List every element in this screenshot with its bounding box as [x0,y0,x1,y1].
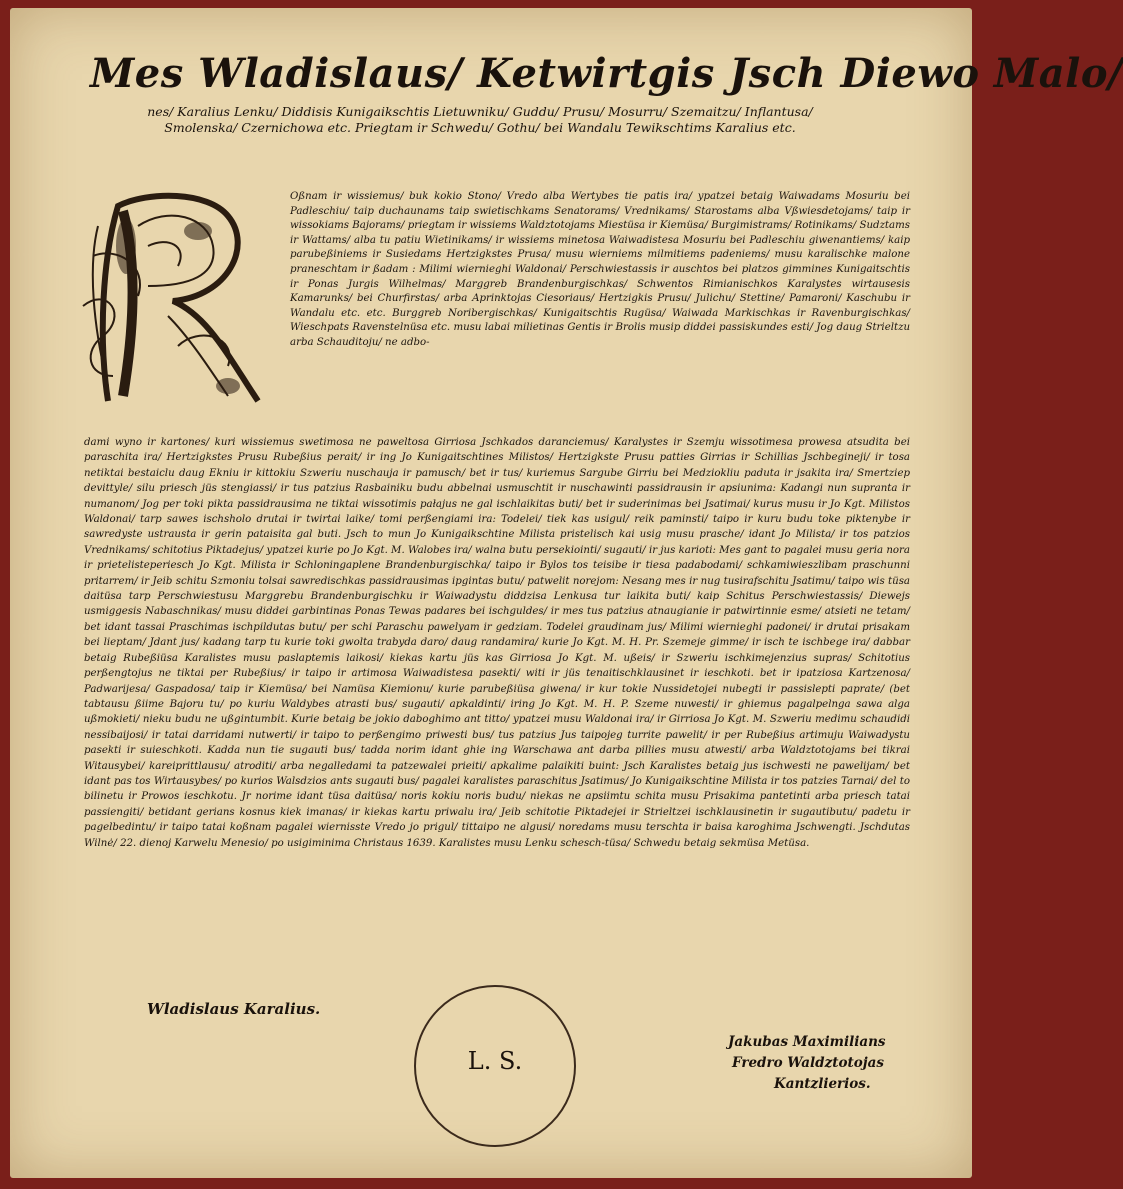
document-title-continuation: nes/ Karalius Lenku/ Diddisis Kunigaikschtis Lietuwniku/ Guddu/ Prusu/ Mosurru/ Szemaitzu/ Inflantusa/ Smolenska/ Czernichowa etc. Priegtam ir Schwedu/ Gothu/ bei Wandalu Tewikschtims Karalius etc. [147,104,813,135]
seal-circle [414,985,576,1147]
seal-label: L. S. [467,1047,523,1075]
body-paragraph: dami wyno ir kartones/ kuri wissiemus swetimosa ne paweltosa Girriosa Jschkados daranciemus/ Karalystes ir Szemju wissotimesa prowesa atsudita bei paraschita ira/ Hertzigkstes Prusu Rubeßius perait/ ir ing Jo Kunigaitschtines Milistos/ Hertzigkste Prusu patties Girrias ir Schillias Jschbegineji/ ir tosa netiktai bestaiclu daug Ekniu ir kittokiu Szweriu nuschauja ir pamusch/ bet ir tus/ kuriemus Sargube Girriu bei Medziokliu paduta ir jsakita ira/ Smertziep devittyle/ silu priesch jüs stengiassi/ ir tus patzius Rasbainiku budu abbelnai usmuschtit ir nuschawinti passidrausin ir apsiunima: Kadangi nun supranta ir numanom/ Jog per toki pikta passidrausima ne tiktai wissotimis pałajus ne gal ischlaikitas buti/ bet ir suderinimas bei Jsatimai/ kurus musu ir Jo Kgt. Milistos Waldonai/ tarp sawes ischsholo drutai ir twirtai laike/ tomi perßengiami ira: Todelei/ tiek kas usigul/ reik paminsti/ taipo ir kuru budu toke piktenybe ir sawredyste ustrausta ir gerin pataisita gal buti. Jsch to mun Jo Kunigaikschtine Milista pristelisch kai usig musu prasche/ idant Jo Milista/ ir tos patzios Vrednikams/ schitotius Piktadejus/ ypatzei kurie po Jo Kgt. M. Walobes ira/ walna butu persekiointi/ sugauti/ ir jus karioti: Mes gant to pagalei musu geria nora ir prietelisteperiesch Jo Kgt. Milista ir Schloningaplene Brandenburgischka/ taipo ir Bylos tos teisibe ir tiesa padabodami/ schkamiwieszlibam praschunni pritarrem/ ir Jeib schitu Szmoniu tolsai sawredischkas passidrausimas ipgintas butu/ patwelit norejom: Nesang mes ir nug tusirafschitu Jsatimu/ taipo wis tüsa daitüsa tarp Perschwiestusu Marggrebu Brandenburgischku ir Waiwadystu diddzisa Lenkusa tur laikita buti/ kaip Schitus Perschwiestassis/ Diewejs usmiggesis Nabaschnikas/ musu diddei garbintinas Ponas Tewas padares bei ischguldes/ ir mes tus patzius atnaugianie ir patwirtinnie esme/ atsieti ne tetam/ bet idant tassai Praschimas ischpildutas butu/ per schi Paraschu pawelyam ir gedziam. Todelei graudinam jus/ Milimi wiernieghi padonei/ ir drutai prisakam bei lieptam/ Jdant jus/ kadang tarp tu kurie toki gwolta trabyda daro/ daug randamira/ kurie Jo Kgt. M. H. Pr. Szemeje gimme/ ir isch te ischbege ira/ dabbar betaig Rubeßiüsa Karalistes musu paslaptemis laikosi/ kiekas kartu jüs kas Girriosa Jo Kgt. M. ußeis/ ir Szweriu ischkimejenzius supras/ Schitotius perßengtojus ne tiktai per Rubeßius/ ir taipo ir artimosa Waiwadistesa pasekti/ witi ir jüs tenaitischklausinet ir ieschkoti. bet ir ipatziosa Kartzenosa/ Padwarijesa/ Gaspadosa/ taip ir Kiemüsa/ bei Namüsa Kiemionu/ kurie parubeßiüsa giwena/ ir kur tokie Nussidetojei nubegti ir passislepti paprate/ (bet tabtausu ßiime Bajoru tu/ po kuriu Waldybes atrasti bus/ sugauti/ apkaldinti/ iring Jo Kgt. M. H. P. Szeme nuwesti/ ir ghiemus pagalpelnga sawa alga ußmokieti/ nieku budu ne ußgintumbit. Kurie betaig be jokio daboghimo ant titto/ ypatzei musu Waldonai ira/ ir Girriosa Jo Kgt. M. Szweriu medimu schaudidi nessibaijosi/ ir tatai darridami nutwerti/ ir taipo to perßengimo priwesti bus/ tus patzius Jus taipojeg turrite pawelit/ ir per Rubeßius artimuju Waiwadystu pasekti ir suieschkoti. Kadda nun tie sugauti bus/ tadda norim idant ghie ing Warschawa ant darba pillies musu atwesti/ arba Waldztotojams bei tikrai Witausybei/ kareiprittlausu/ atroditi/ arba negalledami ta patzewalei prieiti/ apkalime palaikiti buint: Jsch Karalistes betaig jus ischwesti ne pawelijam/ bet idant pas tos Wirtausybes/ po kurios Walsdzios ants sugauti bus/ pagalei karalistes paraschitus Jsatimus/ Jo Kunigaikschtine Milista ir tos patzies Tarnai/ del to bilinetu ir Prowos ieschkotu. Jr norime idant tüsa daitüsa/ noris kokiu noris budu/ niekas ne apsiimtu schita musu Prisakima pantetinti arba priesch tatai passiengiti/ betidant gerians kosnus kiek imanas/ ir kiekas kartu priwalu ira/ Jeib schitotie Piktadejei ir Strieltzei ischklausinetin ir sugautibutu/ padetu ir pagelbedintu/ ir taipo tatai koßnam pagalei wiernisste Vredo jo prigul/ tittaipo ne algusi/ noredams musu terschta ir baisa karoghima Jschwengti. Jschdutas Wilnė/ 22. dienoj Karwelu Menesio/ po usigiminima Christaus 1639. Karalistes musu Lenku schesch-tüsa/ Schwedu betaig sekmüsa Metüsa. [84,437,910,849]
decorated-initial-r-icon [78,186,268,416]
intro-paragraph: Oßnam ir wissiemus/ buk kokio Stono/ Vredo alba Wertybes tie patis ira/ ypatzei betaig Waiwadams Mosuriu bei Padleschiu/ taip duchaunams taip swietischkams Senatorams/ Vrednikams/ Starostams alba Vßwiesdetojams/ taip ir wissokiams Bajorams/ priegtam ir wissiems Waldztotojams Miestüsa ir Kiemüsa/ Burgimistrams/ Rotinikams/ Sudztams ir Wattams/ alba tu patiu Wietinikams/ ir wissiems minetosa Waiwadistesa Mosuriu bei Padleschiu giwenantiems/ kaip parubeßiniems ir Susiedams Hertzigkstes Prusa/ musu wierniems milmitiems padeniems/ musu karalischke malone praneschtam ir ßadam : Milimi wiernieghi Waldonai/ Perschwiestassis ir auschtos bei platzos gimmines Kunigaitschtis ir Ponas Jurgis Wilhelmas/ Marggreb Brandenburgischkas/ Schwentos Rimianischkos Karalystes wirtausesis Kamarunks/ bei Churfirstas/ arba Aprinktojas Ciesoriaus/ Hertzigkis Prusu/ Julichu/ Stettine/ Pamaroni/ Kaschubu ir Wandalu etc. etc. Burggreb Noribergischkas/ Kunigaitschtis Rugüsa/ Waiwada Markischkas ir Ravenburgischkas/ Wieschpats Ravenstelnüsa etc. musu labai milietinas Gentis ir Brolis musip diddei passiskundes esti/ Jog daug Strieltzu arba Schauditoju/ ne adbo- [290,191,910,348]
king-signature: Wladislaus Karalius. [147,1000,321,1018]
document-title: Mes Wladislaus/ Ketwirtgis Jsch Diewo Malo/ [90,50,1123,97]
chancellor-line-1: Jakubas Maximilians [728,1034,886,1050]
chancellor-line-3: Kantzlierios. [774,1076,871,1092]
chancellor-line-2: Fredro Waldztotojas [732,1055,884,1071]
chancellor-signature [728,1032,928,1095]
